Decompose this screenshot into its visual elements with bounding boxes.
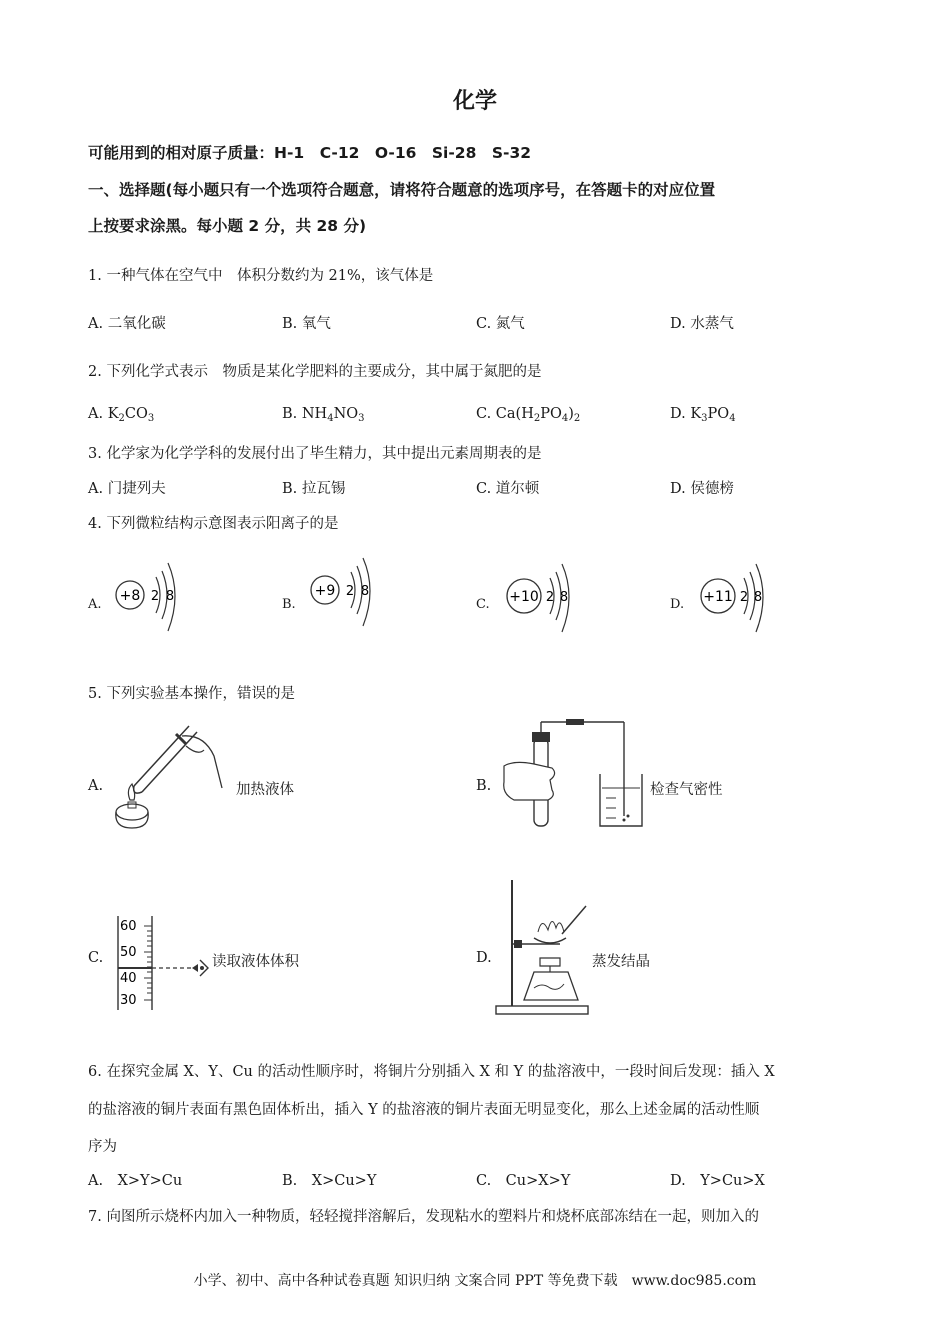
q2-option-d: D. $K_3PO_4$ (670, 406, 736, 424)
q6-option-a: A. X>Y>Cu (88, 1173, 183, 1189)
q5-option-c-caption: 读取液体体积 (212, 954, 299, 970)
svg-text:8: 8 (360, 584, 370, 599)
q5-option-d-caption: 蒸发结晶 (592, 954, 650, 970)
q4-atom-diagram-d (694, 556, 778, 642)
svg-text:2: 2 (345, 584, 355, 599)
q6-option-c: C. Cu>X>Y (476, 1173, 571, 1189)
q3-option-a: A. 门捷列夫 (88, 481, 166, 497)
q4-nucleus-c: +10 (509, 589, 539, 605)
q5-option-c-label: C. (88, 950, 104, 966)
q4-atom-diagram-b (305, 550, 385, 636)
svg-text:2: 2 (150, 589, 160, 604)
q5-scale-40: 40 (120, 971, 137, 986)
q1-option-c: C. 氮气 (476, 316, 525, 332)
q5-option-b-caption: 检查气密性 (650, 782, 723, 798)
question-7-line1: 7. 向图所示烧杯内加入一种物质，轻轻搅拌溶解后，发现粘水的塑料片和烧杯底部冻结在一起，则加入的 (88, 1209, 759, 1225)
q5-option-a-caption: 加热液体 (236, 782, 294, 798)
svg-text:2: 2 (545, 590, 555, 605)
q1-option-a: A. 二氧化碳 (88, 316, 166, 332)
q4-atom-diagram-a (110, 555, 190, 641)
q4-atom-diagram-c (500, 556, 584, 642)
q1-option-b: B. 氧气 (282, 316, 331, 332)
q4-nucleus-a: +8 (119, 588, 141, 604)
svg-text:8: 8 (559, 590, 569, 605)
q3-option-d: D. 侯德榜 (670, 481, 734, 497)
page-footer: 小学、初中、高中各种试卷真题 知识归纳 文案合同 PPT 等免费下载 www.doc985.com (193, 1273, 757, 1289)
q5-option-d-label: D. (476, 950, 492, 966)
page-title: 化学 (452, 89, 497, 114)
section-heading-line2: 上按要求涂黑。每小题 2 分，共 28 分) (88, 217, 367, 235)
svg-text:8: 8 (165, 589, 175, 604)
q2-option-a: A. $K_2CO_3$ (88, 406, 155, 424)
q5-scale-60: 60 (120, 919, 137, 934)
q5-scale-50: 50 (120, 945, 137, 960)
q4-nucleus-b: +9 (314, 583, 336, 599)
svg-text:8: 8 (753, 590, 763, 605)
q5-evaporation-figure (490, 876, 590, 1018)
q6-option-b: B. X>Cu>Y (282, 1173, 377, 1189)
q5-airtightness-check-figure (494, 716, 650, 832)
q1-option-d: D. 水蒸气 (670, 316, 734, 332)
q4-nucleus-d: +11 (703, 589, 733, 605)
svg-text:2: 2 (739, 590, 749, 605)
question-6-line2: 的盐溶液的铜片表面有黑色固体析出，插入 Y 的盐溶液的铜片表面无明显变化，那么上述金属的活动性顺 (88, 1102, 760, 1118)
q5-read-volume-figure (112, 912, 212, 1012)
q5-heating-liquid-figure (104, 716, 234, 832)
question-4-stem: 4. 下列微粒结构示意图表示阳离子的是 (88, 516, 339, 532)
q5-option-a-label: A. (88, 778, 104, 794)
question-5-stem: 5. 下列实验基本操作，错误的是 (88, 686, 295, 702)
q5-scale-30: 30 (120, 993, 137, 1008)
q4-option-d-label: D. (670, 597, 685, 612)
q4-option-c-label: C. (476, 597, 490, 612)
section-heading-line1: 一、选择题(每小题只有一个选项符合题意，请将符合题意的选项序号，在答题卡的对应位置 (88, 181, 716, 199)
question-1-stem: 1. 一种气体在空气中 体积分数约为 21%，该气体是 (88, 268, 434, 284)
question-6-line1: 6. 在探究金属 X、Y、Cu 的活动性顺序时，将铜片分别插入 X 和 Y 的盐溶液中，一段时间后发现：插入 X (88, 1064, 775, 1080)
q2-option-c: C. $Ca(H_2PO_4)_2$ (476, 406, 581, 424)
atomic-mass-note: 可能用到的相对原子质量：H-1 C-12 O-16 Si-28 S-32 (88, 144, 532, 162)
q5-option-b-label: B. (476, 778, 492, 794)
question-2-stem: 2. 下列化学式表示 物质是某化学肥料的主要成分，其中属于氮肥的是 (88, 364, 542, 380)
q6-option-d: D. Y>Cu>X (670, 1173, 765, 1189)
q3-option-b: B. 拉瓦锡 (282, 481, 346, 497)
q3-option-c: C. 道尔顿 (476, 481, 540, 497)
q2-option-b: B. $NH_4NO_3$ (282, 406, 365, 424)
q4-option-b-label: B. (282, 597, 296, 612)
question-6-line3: 序为 (88, 1139, 117, 1155)
question-3-stem: 3. 化学家为化学学科的发展付出了毕生精力，其中提出元素周期表的是 (88, 446, 542, 462)
q4-option-a-label: A. (88, 597, 102, 612)
